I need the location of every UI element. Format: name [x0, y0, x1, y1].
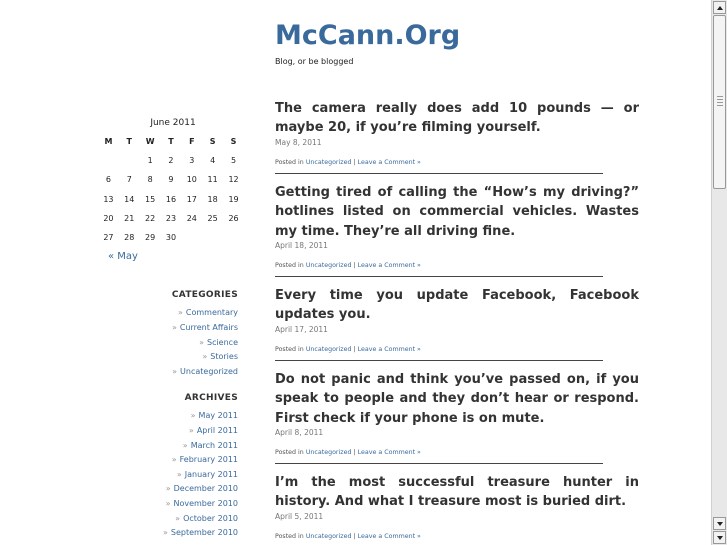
- posts-column: [275, 99, 639, 540]
- calendar-day: 28: [124, 233, 135, 243]
- post-category-link[interactable]: Uncategorized: [305, 345, 352, 353]
- calendar-day: 21: [124, 214, 135, 224]
- list-bullet: »: [182, 440, 188, 450]
- post-date: April 17, 2011: [275, 324, 328, 334]
- leave-comment-link[interactable]: Leave a Comment »: [357, 532, 421, 540]
- calendar-day: [181, 228, 202, 247]
- posted-in-label: Posted in: [275, 158, 304, 166]
- category-item: [96, 336, 238, 351]
- calendar-day: [202, 228, 223, 247]
- calendar-day: [98, 151, 119, 170]
- meta-divider: |: [353, 345, 356, 353]
- post-meta: [275, 346, 639, 353]
- calendar-day: 17: [186, 194, 197, 204]
- list-bullet: »: [188, 426, 194, 436]
- calendar-day: 12: [228, 175, 239, 185]
- calendar-weekday: F: [189, 136, 195, 146]
- calendar-day: 6: [105, 175, 111, 185]
- archive-link[interactable]: December 2010: [173, 484, 238, 494]
- calendar-week: [98, 151, 244, 170]
- category-item: [96, 365, 238, 380]
- category-link[interactable]: Uncategorized: [180, 366, 238, 376]
- archive-item: [96, 409, 238, 424]
- list-bullet: »: [162, 528, 168, 538]
- list-bullet: »: [202, 352, 208, 362]
- archive-link[interactable]: April 2011: [196, 426, 238, 436]
- post: [275, 183, 639, 269]
- calendar-day: 26: [228, 214, 239, 224]
- arrow-down-icon-2[interactable]: [713, 531, 726, 544]
- list-bullet: »: [176, 469, 182, 479]
- post-date: April 8, 2011: [275, 428, 324, 438]
- archive-link[interactable]: September 2010: [170, 528, 238, 538]
- calendar-day: 14: [124, 194, 135, 204]
- archive-item: [96, 453, 238, 468]
- post-meta: [275, 449, 639, 456]
- calendar-day: 29: [145, 233, 156, 243]
- archive-item: [96, 424, 238, 439]
- calendar-day: 27: [103, 233, 114, 243]
- calendar-day: 9: [168, 175, 174, 185]
- meta-divider: |: [353, 262, 356, 270]
- meta-divider: |: [353, 532, 356, 540]
- calendar-day: 18: [207, 194, 218, 204]
- archive-item: [96, 512, 238, 527]
- calendar-prev-month-link[interactable]: « May: [108, 251, 138, 263]
- posted-in-label: Posted in: [275, 532, 304, 540]
- category-item: [96, 321, 238, 336]
- calendar-day: 30: [165, 233, 177, 243]
- posted-in-label: Posted in: [275, 449, 304, 457]
- meta-divider: |: [353, 449, 356, 457]
- calendar-day: 1: [147, 156, 153, 166]
- calendar-day: 3: [189, 156, 195, 166]
- archive-link[interactable]: May 2011: [198, 411, 238, 421]
- calendar-table: [98, 131, 244, 247]
- archive-link[interactable]: March 2011: [190, 440, 238, 450]
- archives-title: ARCHIVES: [184, 393, 238, 404]
- calendar-day: 11: [207, 175, 218, 185]
- calendar-week: [98, 170, 244, 189]
- archive-link[interactable]: November 2010: [173, 499, 238, 509]
- post-title[interactable]: Every time you update Facebook, Facebook updates you.: [275, 288, 639, 323]
- calendar-weekday: T: [126, 136, 132, 146]
- site-title[interactable]: McCann.Org: [275, 20, 461, 51]
- post-category-link[interactable]: Uncategorized: [305, 158, 352, 166]
- list-bullet: »: [172, 366, 178, 376]
- post-title[interactable]: I’m the most successful treasure hunter in history. And what I treasure most is buried dirt.: [275, 475, 639, 510]
- calendar-weekday: W: [145, 136, 155, 146]
- archive-link[interactable]: February 2011: [179, 455, 238, 465]
- post: [275, 473, 639, 540]
- posted-in-label: Posted in: [275, 262, 304, 270]
- post-divider: [275, 360, 603, 361]
- post: [275, 370, 639, 456]
- calendar-day: 20: [103, 214, 114, 224]
- arrow-down-icon[interactable]: [713, 517, 726, 530]
- list-bullet: »: [190, 411, 196, 421]
- list-bullet: »: [171, 455, 177, 465]
- archive-item: [96, 526, 238, 541]
- archive-item: [96, 468, 238, 483]
- list-bullet: »: [171, 323, 177, 333]
- scrollbar-thumb[interactable]: [713, 15, 726, 189]
- calendar-day: 19: [228, 194, 239, 204]
- post-category-link[interactable]: Uncategorized: [305, 449, 352, 457]
- calendar-day: 25: [207, 214, 218, 224]
- site-tagline: Blog, or be blogged: [275, 57, 354, 66]
- post-category-link[interactable]: Uncategorized: [305, 532, 352, 540]
- archive-item: [96, 497, 238, 512]
- calendar-week: [98, 228, 244, 247]
- post-date: April 18, 2011: [275, 241, 328, 251]
- calendar-day: 5: [230, 156, 237, 166]
- post-title[interactable]: Getting tired of calling the “How’s my driving?” hotlines listed on commercial vehicles. Wastes my time. They’re all driving fine.: [275, 184, 639, 239]
- calendar-day: 10: [186, 175, 197, 185]
- list-bullet: »: [165, 484, 171, 494]
- post-title[interactable]: Do not panic and think you’ve passed on, if you speak to people and they don’t hear or respond. First check if your phone is on mute.: [275, 371, 639, 426]
- calendar-day: 22: [145, 214, 156, 224]
- categories-title: CATEGORIES: [171, 290, 238, 301]
- post: [275, 286, 639, 353]
- post-divider: [275, 463, 603, 464]
- calendar-day: 13: [103, 194, 114, 204]
- leave-comment-link[interactable]: Leave a Comment »: [357, 158, 421, 166]
- posted-in-label: Posted in: [275, 345, 304, 353]
- leave-comment-link[interactable]: Leave a Comment »: [357, 262, 421, 270]
- list-bullet: »: [175, 513, 181, 523]
- calendar-weekday: S: [209, 136, 216, 146]
- calendar-weekday: M: [104, 136, 113, 146]
- calendar-day: [223, 228, 244, 247]
- post-category-link[interactable]: Uncategorized: [305, 262, 352, 270]
- category-link[interactable]: Commentary: [185, 308, 238, 318]
- category-link[interactable]: Stories: [210, 352, 238, 362]
- post-meta: [275, 533, 639, 540]
- category-link[interactable]: Science: [206, 337, 238, 347]
- calendar-day: 8: [147, 175, 153, 185]
- calendar-caption: June 2011: [150, 118, 196, 128]
- calendar-weekday: T: [168, 136, 174, 146]
- calendar-day: 16: [165, 194, 177, 204]
- leave-comment-link[interactable]: Leave a Comment »: [357, 449, 421, 457]
- calendar-day: 24: [186, 214, 197, 224]
- category-item: [96, 350, 238, 365]
- calendar-weekday: S: [230, 136, 237, 146]
- calendar-day: [119, 151, 140, 170]
- vertical-scrollbar[interactable]: [711, 0, 727, 545]
- archive-item: [96, 482, 238, 497]
- calendar-day: 4: [210, 156, 216, 166]
- post-meta: [275, 262, 639, 269]
- archives-list: [96, 409, 244, 540]
- post-meta: [275, 159, 639, 166]
- list-bullet: »: [165, 499, 171, 509]
- leave-comment-link[interactable]: Leave a Comment »: [357, 345, 421, 353]
- category-link[interactable]: Current Affairs: [179, 323, 238, 333]
- archive-link[interactable]: October 2010: [183, 513, 238, 523]
- post: [275, 99, 639, 166]
- categories-list: [96, 306, 244, 379]
- post-title[interactable]: The camera really does add 10 pounds — or maybe 20, if you’re filming yourself.: [275, 101, 639, 136]
- calendar-week: [98, 190, 244, 209]
- post-divider: [275, 173, 603, 174]
- category-item: [96, 306, 238, 321]
- calendar-day: 23: [165, 214, 177, 224]
- list-bullet: »: [199, 337, 204, 347]
- archive-item: [96, 439, 238, 454]
- arrow-up-icon[interactable]: [713, 1, 726, 14]
- post-divider: [275, 276, 603, 277]
- calendar-day: 15: [145, 194, 156, 204]
- post-date: May 8, 2011: [275, 137, 322, 147]
- calendar-week: [98, 209, 244, 228]
- archive-link[interactable]: January 2011: [184, 469, 238, 479]
- calendar-day: 2: [168, 156, 174, 166]
- calendar-day: 7: [126, 175, 132, 185]
- meta-divider: |: [353, 158, 356, 166]
- sidebar: [96, 115, 244, 541]
- list-bullet: »: [177, 308, 183, 318]
- post-date: April 5, 2011: [275, 511, 324, 521]
